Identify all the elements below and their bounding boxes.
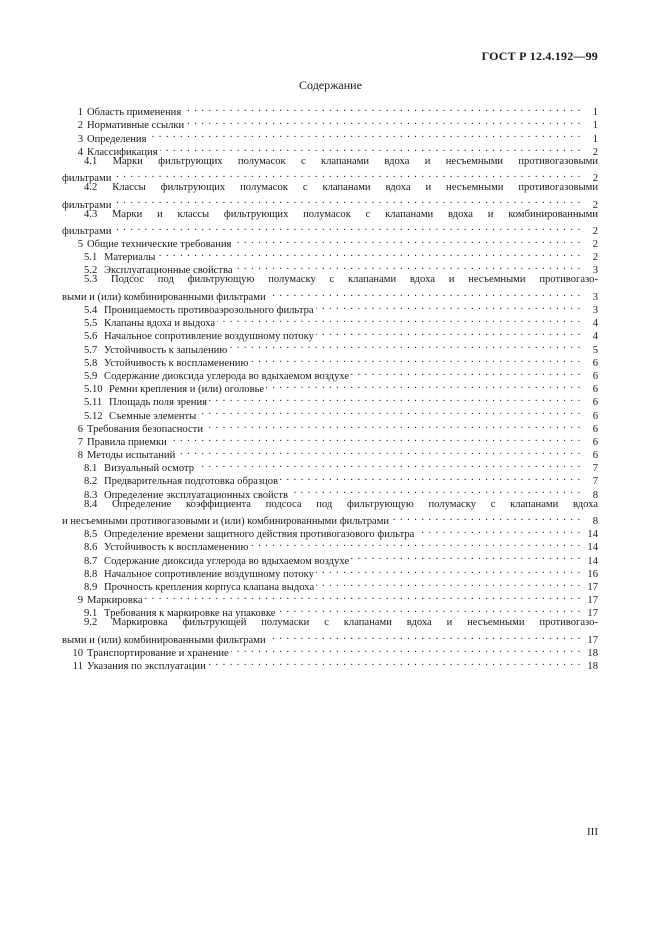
toc-entry-number: 8.4 <box>84 498 98 510</box>
toc-entry-title: Область применения <box>87 107 182 119</box>
toc-entry-number: 9 <box>77 595 83 607</box>
toc-entry <box>62 194 598 211</box>
dot-leader <box>351 366 581 379</box>
toc-entry-number: 5 <box>77 239 83 251</box>
toc-entry-page: 1 <box>592 107 598 119</box>
toc-entry-title: Правила приемки <box>87 436 167 448</box>
toc-entry-page: 3 <box>592 305 598 316</box>
toc-entry <box>62 287 598 303</box>
toc-entry-number: 4 <box>77 146 83 158</box>
toc-entry-page: 18 <box>587 661 598 673</box>
dot-leader <box>233 234 581 247</box>
toc-entry-number: 5.4 <box>84 305 98 316</box>
toc-entry <box>62 102 598 119</box>
toc-entry-number: 4.2 <box>84 182 98 194</box>
toc-entry-page: 6 <box>592 384 598 396</box>
toc-entry-number: 7 <box>77 436 83 448</box>
toc-entry-title: Марки фильтрующих полумасок с клапанами вдоха и несъемными противогазовыми <box>112 155 598 167</box>
toc-entry-page: 2 <box>592 173 598 185</box>
toc-entry-page: 5 <box>592 344 598 356</box>
table-of-contents <box>62 102 599 673</box>
toc-entry-number: 8.3 <box>84 489 98 501</box>
toc-entry-title: Классы фильтрующих полумасок с клапанами вдоха и несъемными противогазовыми <box>112 182 598 194</box>
toc-entry-page: 7 <box>592 476 598 488</box>
dot-leader <box>229 339 581 352</box>
toc-entry-title-continued: выми и (или) комбинированными фильтрами <box>62 291 266 303</box>
toc-entry-wrapped-line <box>62 616 598 629</box>
toc-entry-number: 2 <box>77 120 83 132</box>
dot-leader <box>148 128 581 141</box>
toc-entry-title: Площадь поля зрения <box>109 397 207 409</box>
dot-leader <box>113 168 581 181</box>
toc-entry-wrapped-line <box>62 155 598 168</box>
toc-entry-page: 18 <box>587 647 598 659</box>
dot-leader <box>416 524 581 537</box>
toc-entry <box>62 234 598 251</box>
dot-leader <box>169 432 581 445</box>
toc-entry-page: 1 <box>592 133 598 145</box>
toc-entry-number: 4.3 <box>84 208 98 220</box>
toc-entry-title: Съемные элементы <box>109 410 197 422</box>
toc-entry-number: 5.11 <box>84 397 103 409</box>
toc-entry-page: 4 <box>592 331 598 343</box>
toc-entry-title: Определение времени защитного действия противогазового фильтра <box>104 529 415 541</box>
toc-entry-wrapped-line <box>62 273 598 286</box>
toc-entry-page: 6 <box>592 410 598 422</box>
toc-entry-page: 2 <box>592 199 598 211</box>
toc-entry-title: Устойчивость к запылению <box>104 344 228 356</box>
toc-entry-title-continued: и несъемными противогазовыми и (или) комбинированными фильтрами <box>62 516 390 527</box>
toc-entry-number: 5.3 <box>84 274 98 286</box>
toc-entry-page: 7 <box>592 463 598 475</box>
toc-entry-title: Определения <box>87 133 147 145</box>
toc-entry-title: Транспортирование и хранение <box>87 647 229 659</box>
toc-entry-page: 14 <box>587 555 598 567</box>
toc-entry-title: Клапаны вдоха и выдоха <box>104 318 216 330</box>
page-number: III <box>587 826 598 838</box>
toc-entry <box>62 630 598 646</box>
toc-entry-title: Методы испытаний <box>87 450 176 462</box>
toc-entry-page: 17 <box>587 581 598 593</box>
dot-leader <box>290 484 581 497</box>
toc-entry-number: 9.1 <box>84 608 98 620</box>
dot-leader <box>113 221 581 234</box>
toc-entry-page: 4 <box>592 318 598 330</box>
toc-entry-title: Требования к маркировке на упаковке <box>104 608 276 620</box>
toc-entry-number: 5.12 <box>84 410 103 422</box>
dot-leader <box>198 405 581 418</box>
dot-leader <box>231 643 581 656</box>
toc-entry-page: 6 <box>592 436 598 448</box>
toc-entry-title: Маркировка <box>87 595 143 607</box>
toc-entry-page: 6 <box>592 397 598 409</box>
dot-leader <box>208 656 581 669</box>
dot-leader <box>351 550 581 563</box>
dot-leader <box>268 630 581 643</box>
toc-entry-number: 5.1 <box>84 252 98 264</box>
dot-leader <box>209 392 581 405</box>
toc-entry-number: 9.2 <box>84 617 98 629</box>
toc-entry-title: Эксплуатационные свойства <box>104 265 233 277</box>
toc-entry-number: 8.9 <box>84 581 98 593</box>
toc-entry-title: Определение коэффициента подсоса под фильтрующую полумаску с клапанами вдоха <box>111 498 599 510</box>
toc-entry-number: 5.8 <box>84 357 98 369</box>
toc-entry-title: Подсос под фильтрующую полумаску с клапанами вдоха и несъемными противогазо- <box>111 274 598 286</box>
toc-title: Содержание <box>299 78 362 92</box>
toc-entry-number: 1 <box>77 107 83 119</box>
dot-leader <box>205 419 581 432</box>
toc-entry-page: 14 <box>587 529 598 541</box>
toc-entry-page: 6 <box>592 423 598 435</box>
toc-entry-page: 2 <box>592 252 598 264</box>
dot-leader <box>183 102 581 115</box>
toc-entry-title: Указания по эксплуатации <box>87 661 206 673</box>
dot-leader <box>316 564 581 577</box>
toc-entry-page: 17 <box>587 634 598 646</box>
dot-leader <box>316 300 581 313</box>
toc-entry-number: 10 <box>72 647 83 659</box>
toc-entry-title: Устойчивость к воспламенению <box>104 357 249 369</box>
toc-entry-number: 8.1 <box>84 463 98 475</box>
toc-entry-number: 8 <box>77 450 83 462</box>
toc-entry-title: Прочность крепления корпуса клапана выдоха <box>104 581 315 593</box>
toc-entry-title-continued: выми и (или) комбинированными фильтрами <box>62 634 266 646</box>
toc-entry-title: Устойчивость к воспламенению <box>104 542 249 554</box>
dot-leader <box>145 590 581 603</box>
dot-leader <box>316 326 581 339</box>
toc-entry-page: 6 <box>592 450 598 462</box>
toc-entry-title: Проницаемость противоаэрозольного фильтра <box>104 305 314 316</box>
dot-leader <box>196 458 581 471</box>
toc-entry-page: 17 <box>587 608 598 620</box>
toc-entry-page: 2 <box>592 146 598 158</box>
dot-leader <box>277 603 581 616</box>
toc-entry-title: Классификация <box>87 146 158 158</box>
toc-entry-wrapped-line <box>62 208 598 221</box>
toc-entry-wrapped-line <box>62 498 598 511</box>
dot-leader <box>266 379 581 392</box>
standard-code: ГОСТ Р 12.4.192—99 <box>481 49 598 63</box>
toc-entry-number: 8.2 <box>84 476 98 488</box>
toc-entry-title: Требования безопасности <box>87 423 203 435</box>
dot-leader <box>177 445 581 458</box>
toc-entry-wrapped-line <box>62 181 598 194</box>
toc-entry-page: 8 <box>592 516 598 527</box>
toc-entry-title: Определение эксплуатационных свойств <box>104 489 289 501</box>
dot-leader <box>268 287 581 300</box>
toc-entry-title: Маркировка фильтрующей полумаски с клапанами вдоха и несъемными противогазо- <box>112 617 598 629</box>
toc-entry-title: Нормативные ссылки <box>87 120 185 132</box>
toc-entry-title-continued: фильтрами <box>62 225 112 237</box>
toc-entry-number: 5.7 <box>84 344 98 356</box>
toc-entry-number: 5.6 <box>84 331 98 343</box>
dot-leader <box>250 537 581 550</box>
toc-entry-title: Предварительная подготовка образцов <box>104 476 279 488</box>
dot-leader <box>186 115 581 128</box>
toc-entry-page: 16 <box>587 568 598 580</box>
toc-entry-title: Содержание диоксида углерода во вдыхаемом воздухе <box>104 370 350 382</box>
toc-entry-number: 4.1 <box>84 155 98 167</box>
toc-entry-page: 3 <box>592 291 598 303</box>
toc-entry-number: 8.8 <box>84 568 98 580</box>
dot-leader <box>235 260 581 273</box>
toc-entry-title: Начальное сопротивление воздушному потоку <box>104 568 314 580</box>
toc-entry-number: 3 <box>77 133 83 145</box>
toc-entry-page: 17 <box>587 595 598 607</box>
toc-entry <box>62 168 598 185</box>
toc-entry-title-continued: фильтрами <box>62 199 112 211</box>
toc-entry-page: 6 <box>592 370 598 382</box>
toc-entry-number: 5.5 <box>84 318 98 330</box>
dot-leader <box>160 142 581 155</box>
toc-entry-number: 11 <box>72 661 83 673</box>
toc-entry-page: 8 <box>592 489 598 501</box>
toc-entry-number: 8.6 <box>84 542 98 554</box>
toc-entry-title: Ремни крепления и (или) оголовье <box>109 384 265 396</box>
toc-entry-page: 2 <box>592 239 598 251</box>
toc-entry-page: 6 <box>592 357 598 369</box>
toc-entry-title: Марки и классы фильтрующих полумасок с клапанами вдоха и комбинированными <box>112 208 598 220</box>
dot-leader <box>391 511 581 524</box>
dot-leader <box>157 247 581 260</box>
dot-leader <box>280 471 581 484</box>
toc-entry-number: 5.10 <box>84 384 103 396</box>
toc-entry-title: Материалы <box>104 252 156 264</box>
toc-entry-title: Начальное сопротивление воздушному потоку <box>104 331 314 343</box>
toc-entry-number: 5.9 <box>84 370 98 382</box>
toc-entry-title: Визуальный осмотр <box>104 463 195 475</box>
toc-entry-title: Содержание диоксида углерода во вдыхаемом воздухе <box>104 555 350 567</box>
toc-entry-number: 6 <box>77 423 83 435</box>
toc-entry-page: 3 <box>592 265 598 277</box>
toc-entry-title-continued: фильтрами <box>62 173 112 185</box>
toc-entry-page: 14 <box>587 542 598 554</box>
toc-entry-title: Общие технические требования <box>87 239 232 251</box>
toc-entry <box>62 221 598 237</box>
dot-leader <box>316 577 581 590</box>
dot-leader <box>250 353 581 366</box>
toc-entry <box>62 511 598 527</box>
toc-entry-page: 2 <box>592 225 598 237</box>
dot-leader <box>113 194 581 207</box>
toc-entry-number: 8.7 <box>84 555 98 567</box>
toc-entry-number: 5.2 <box>84 265 98 277</box>
toc-entry-page: 1 <box>592 120 598 132</box>
toc-entry-number: 8.5 <box>84 529 98 541</box>
dot-leader <box>217 313 581 326</box>
